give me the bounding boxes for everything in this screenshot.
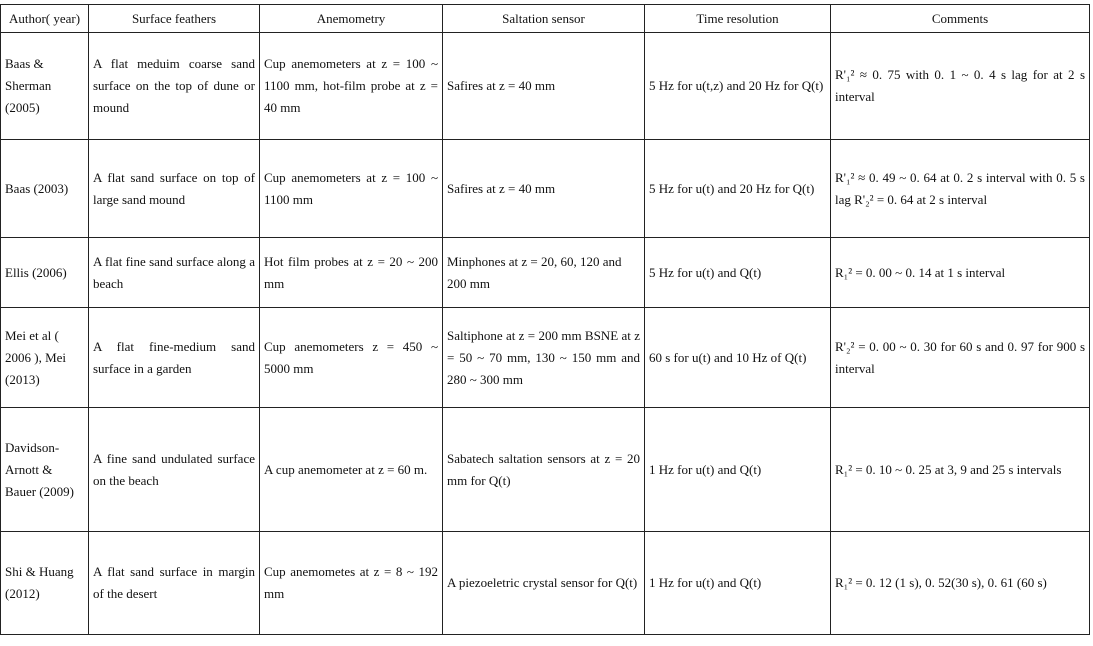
cell-surface: A flat meduim coarse sand surface on the top of dune or mound [89, 33, 260, 140]
cell-author: Ellis (2006) [1, 238, 89, 308]
cell-saltation-sensor: Sabatech saltation sensors at z = 20 mm for Q(t) [443, 408, 645, 532]
cell-comments: R₁² = 0. 12 (1 s), 0. 52(30 s), 0. 61 (60 s) [831, 532, 1090, 635]
cell-time-resolution: 5 Hz for u(t) and 20 Hz for Q(t) [645, 140, 831, 238]
header-time-resolution: Time resolution [645, 5, 831, 33]
cell-saltation-sensor: Safires at z = 40 mm [443, 140, 645, 238]
cell-time-resolution: 60 s for u(t) and 10 Hz of Q(t) [645, 308, 831, 408]
table-row [1, 532, 1090, 635]
cell-anemometry: Cup anemometers at z = 100 ~ 1100 mm, hot-film probe at z = 40 mm [260, 33, 443, 140]
cell-author: Davidson-Arnott & Bauer (2009) [1, 408, 89, 532]
cell-saltation-sensor: Safires at z = 40 mm [443, 33, 645, 140]
table-row [1, 308, 1090, 408]
cell-time-resolution: 1 Hz for u(t) and Q(t) [645, 408, 831, 532]
cell-author: Baas (2003) [1, 140, 89, 238]
header-saltation-sensor: Saltation sensor [443, 5, 645, 33]
cell-comments: R₁² = 0. 10 ~ 0. 25 at 3, 9 and 25 s intervals [831, 408, 1090, 532]
header-surface: Surface feathers [89, 5, 260, 33]
cell-comments: R₁² = 0. 00 ~ 0. 14 at 1 s interval [831, 238, 1090, 308]
comparison-table [0, 4, 1090, 635]
cell-comments: R'₁² ≈ 0. 49 ~ 0. 64 at 0. 2 s interval with 0. 5 s lag R'₂² = 0. 64 at 2 s interval [831, 140, 1090, 238]
cell-author: Mei et al ( 2006 ), Mei (2013) [1, 308, 89, 408]
cell-saltation-sensor: A piezoeletric crystal sensor for Q(t) [443, 532, 645, 635]
cell-author: Shi & Huang (2012) [1, 532, 89, 635]
table-row [1, 33, 1090, 140]
header-comments: Comments [831, 5, 1090, 33]
cell-saltation-sensor: Minphones at z = 20, 60, 120 and 200 mm [443, 238, 645, 308]
cell-saltation-sensor: Saltiphone at z = 200 mm BSNE at z = 50 ~ 70 mm, 130 ~ 150 mm and 280 ~ 300 mm [443, 308, 645, 408]
cell-time-resolution: 1 Hz for u(t) and Q(t) [645, 532, 831, 635]
header-author: Author( year) [1, 5, 89, 33]
cell-anemometry: Cup anemometes at z = 8 ~ 192 mm [260, 532, 443, 635]
cell-time-resolution: 5 Hz for u(t) and Q(t) [645, 238, 831, 308]
cell-comments: R'₂² = 0. 00 ~ 0. 30 for 60 s and 0. 97 for 900 s interval [831, 308, 1090, 408]
cell-surface: A flat fine sand surface along a beach [89, 238, 260, 308]
cell-anemometry: Hot film probes at z = 20 ~ 200 mm [260, 238, 443, 308]
header-anemometry: Anemometry [260, 5, 443, 33]
cell-surface: A fine sand undulated surface on the beach [89, 408, 260, 532]
cell-anemometry: Cup anemometers z = 450 ~ 5000 mm [260, 308, 443, 408]
cell-author: Baas & Sherman (2005) [1, 33, 89, 140]
cell-anemometry: A cup anemometer at z = 60 m. [260, 408, 443, 532]
cell-anemometry: Cup anemometers at z = 100 ~ 1100 mm [260, 140, 443, 238]
header-row [1, 5, 1090, 33]
cell-surface: A flat sand surface in margin of the desert [89, 532, 260, 635]
cell-surface: A flat fine-medium sand surface in a garden [89, 308, 260, 408]
table-row [1, 140, 1090, 238]
cell-time-resolution: 5 Hz for u(t,z) and 20 Hz for Q(t) [645, 33, 831, 140]
table-row [1, 238, 1090, 308]
cell-surface: A flat sand surface on top of large sand mound [89, 140, 260, 238]
table-container [0, 4, 1090, 635]
cell-comments: R'₁² ≈ 0. 75 with 0. 1 ~ 0. 4 s lag for at 2 s interval [831, 33, 1090, 140]
table-row [1, 408, 1090, 532]
